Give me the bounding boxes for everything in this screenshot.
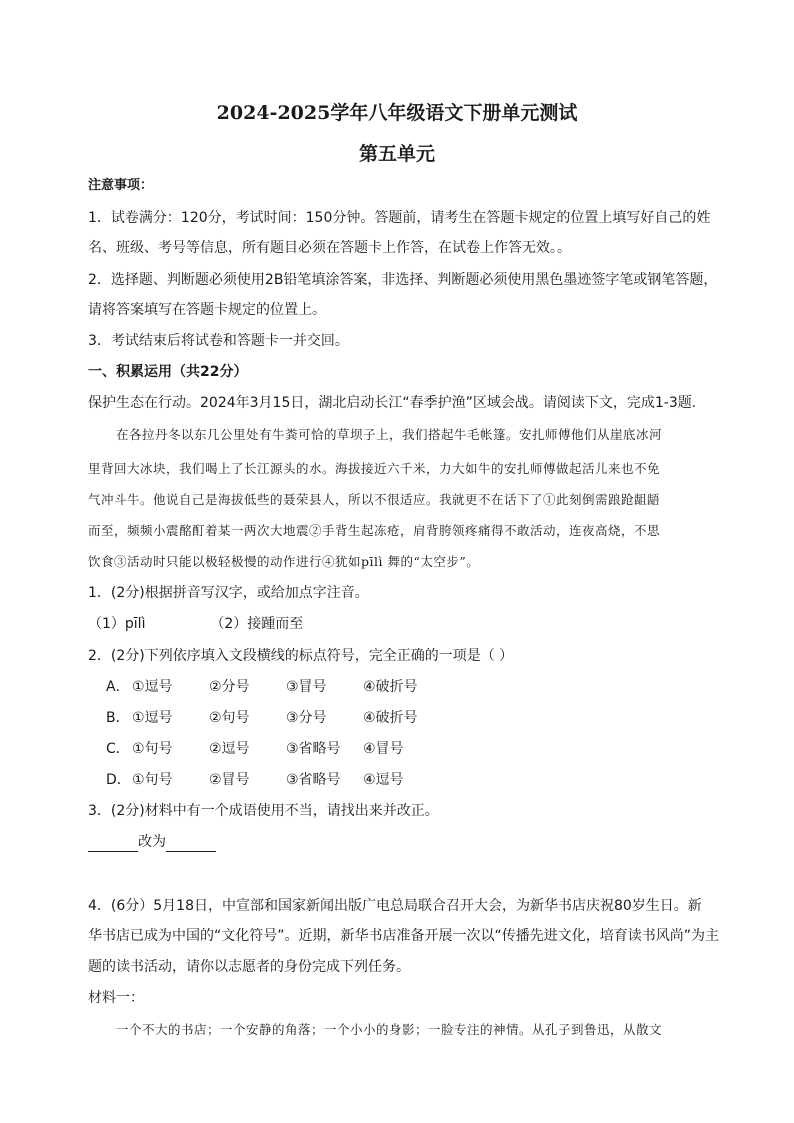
passage-line-1: 在各拉丹冬以东几公里处有牛粪可恰的草坝子上，我们搭起牛毛帐篷。安扎师傅他们从崖底冰河	[116, 427, 663, 442]
option-choice: ③冒号	[286, 679, 327, 695]
option-choice: ②句号	[209, 710, 250, 726]
answer-blank-correct[interactable]	[166, 837, 216, 852]
question-1-stem: 1．(2分)根据拼音写汉字，或给加点字注音。	[88, 585, 369, 601]
section-intro: 保护生态在行动。2024年3月15日，湖北启动长江“春季护渔”区域会战。请阅读下文，完成1-3题.	[88, 395, 697, 411]
question-3-stem: 3．(2分)材料中有一个成语使用不当，请找出来并改正。	[88, 803, 439, 819]
material-line-1: 一个不大的书店；一个安静的角落；一个小小的身影；一脸专注的神情。从孔子到鲁迅，从散文	[116, 1022, 663, 1037]
option-choice: ②冒号	[209, 772, 250, 788]
question-4-line-1: 4．(6分）5月18日，中宣部和国家新闻出版广电总局联合召开大会，为新华书店庆祝80岁生日。新	[88, 898, 702, 914]
option-choice: ②逗号	[209, 741, 250, 757]
option-choice: ①句号	[132, 772, 173, 788]
option-c[interactable]	[106, 738, 404, 758]
option-choice: ④破折号	[363, 710, 418, 726]
question-1-parts	[88, 614, 734, 634]
option-choice: ④破折号	[363, 679, 418, 695]
option-choice: ①逗号	[132, 710, 173, 726]
option-choice: ④逗号	[363, 772, 404, 788]
note-2-line-2: 请将答案填写在答题卡规定的位置上。	[88, 302, 326, 318]
option-d[interactable]	[106, 769, 404, 789]
section-heading: 一、积累运用（共22分）	[88, 364, 248, 380]
note-1-line-1: 1．试卷满分：120分，考试时间：150分钟。答题前，请考生在答题卡规定的位置上填写好自己的姓	[88, 210, 711, 226]
question-1-part-a: （1）pīlì	[88, 616, 146, 632]
question-4-line-3: 题的读书活动，请你以志愿者的身份完成下列任务。	[88, 959, 410, 975]
question-2-stem: 2．(2分)下列依序填入文段横线的标点符号，完全正确的一项是（ ）	[88, 648, 514, 664]
notes-heading: 注意事项：	[88, 178, 154, 193]
passage-line-3: 气冲斗牛。他说自己是海拔低些的聂荣县人，所以不很适应。我就更不在话下了①此刻倒需踉跄龃龉	[88, 492, 661, 507]
option-choice: ④冒号	[363, 741, 404, 757]
material-label: 材料一：	[88, 990, 144, 1006]
option-choice: ①逗号	[132, 679, 173, 695]
passage-line-5: 饮食③活动时只能以极轻极慢的动作进行④犹如pīlì 舞的“太空步”。	[88, 554, 480, 569]
question-1-part-b: （2）接踵而至	[210, 616, 304, 632]
option-letter: D．	[106, 772, 131, 788]
option-a[interactable]	[106, 676, 418, 696]
option-letter: C．	[106, 741, 130, 757]
question-3-answer-line	[88, 832, 734, 852]
option-choice: ③省略号	[286, 741, 341, 757]
option-letter: A．	[106, 679, 130, 695]
exam-title: 2024-2025学年八年级语文下册单元测试	[216, 102, 578, 124]
note-1-line-2: 名、班级、考号等信息，所有题目必须在答题卡上作答，在试卷上作答无效。。	[88, 240, 571, 256]
option-choice: ③省略号	[286, 772, 341, 788]
note-2-line-1: 2．选择题、判断题必须使用2B铅笔填涂答案，非选择、判断题必须使用黑色墨迹签字笔或钢笔答题，	[88, 272, 718, 288]
note-3: 3．考试结束后将试卷和答题卡一并交回。	[88, 333, 349, 349]
passage-line-4: 而至，频频小震酩酊着某一两次大地震②手背生起冻疮，肩背胯领疼痛得不敢活动，连夜高烧，不思	[88, 523, 661, 538]
answer-blank-wrong[interactable]	[88, 837, 138, 852]
answer-connector: 改为	[138, 834, 166, 850]
option-choice: ①句号	[132, 741, 173, 757]
option-choice: ③分号	[286, 710, 327, 726]
option-letter: B．	[106, 710, 130, 726]
option-choice: ②分号	[209, 679, 250, 695]
question-4-line-2: 华书店已成为中国的“文化符号”。近期，新华书店准备开展一次以“传播先进文化，培育读书风尚”为主	[88, 928, 720, 944]
passage-line-2: 里背回大冰块，我们喝上了长江源头的水。海拔接近六千米，力大如牛的安扎师傅做起活儿来也不免	[88, 461, 661, 476]
option-b[interactable]	[106, 707, 418, 727]
exam-subtitle: 第五单元	[358, 143, 435, 165]
